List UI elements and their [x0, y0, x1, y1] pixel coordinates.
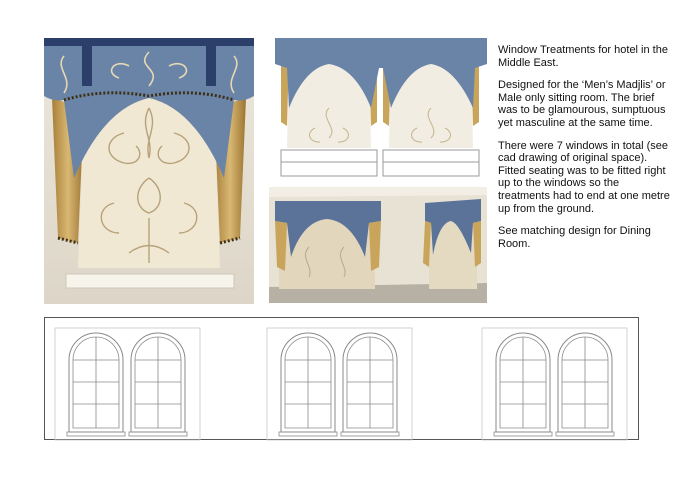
cad-panel — [267, 328, 412, 440]
cad-sill — [494, 432, 552, 436]
pair-treatment-drawing — [275, 38, 487, 180]
cad-panel — [482, 328, 627, 440]
cad-sill — [556, 432, 614, 436]
main-treatment-image — [44, 38, 254, 304]
pair-treatment-image — [275, 38, 487, 180]
main-treatment-drawing — [44, 38, 254, 304]
cad-elevation — [45, 318, 640, 441]
room-photo — [269, 187, 487, 303]
description-matching: See matching design for Dining Room. — [498, 225, 651, 250]
cad-sill — [129, 432, 187, 436]
room-photo-drawing — [269, 187, 487, 303]
cad-sill — [67, 432, 125, 436]
cad-panel — [55, 328, 200, 440]
description-title: Window Treatments for hotel in the Middle East. — [498, 44, 668, 69]
description-block — [498, 44, 670, 260]
cad-sill — [279, 432, 337, 436]
cad-drawing — [44, 317, 639, 440]
description-windows: There were 7 windows in total (see cad drawing of original space). Fitted seating was to be fitted right up to the windows so the treatments had to end at one metre up from the ground. — [498, 139, 670, 215]
cad-sill — [341, 432, 399, 436]
description-brief: Designed for the ‘Men’s Madjlis’ or Male only sitting room. The brief was to be glamourous, sumptuous yet masculine at the same time. — [498, 79, 666, 129]
